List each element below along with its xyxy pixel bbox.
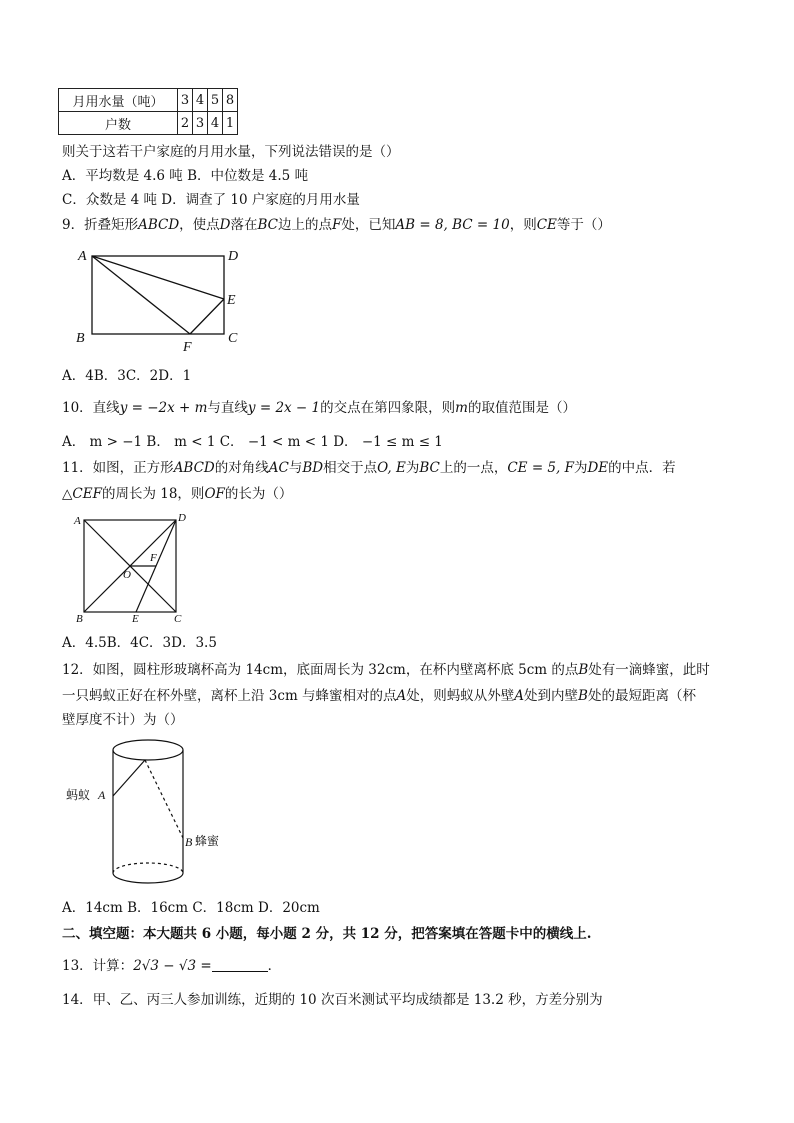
label-f: F (150, 552, 157, 564)
q9-options: A．4B．3C．2D．1 (62, 368, 192, 384)
label-c: C (174, 613, 182, 625)
math: ABCD (173, 460, 215, 476)
label-e: E (132, 613, 139, 625)
q14-stem: 14．甲、乙、丙三人参加训练，近期的 10 次百米测试平均成绩都是 13.2 秒，方差分别为 (62, 992, 603, 1008)
label-d: D (178, 512, 186, 524)
table-cell: 4 (208, 112, 223, 135)
text: 13．计算： (62, 958, 134, 974)
cylinder-bottom-front (113, 873, 183, 883)
q11-stem-line2 (62, 484, 292, 504)
q11-options: A．4.5B．4C．3D．3.5 (62, 635, 217, 651)
math: BC (419, 460, 440, 476)
text: 上的一点， (439, 460, 508, 476)
math: DE (587, 460, 609, 476)
text: ，使点 (179, 217, 220, 233)
path-rim-to-honey (145, 760, 183, 838)
label-ant: 蚂蚁 (66, 788, 91, 802)
table-row (59, 89, 238, 112)
label-d: D (228, 249, 239, 264)
text: 10．直线 (62, 400, 120, 416)
q8-options-ab: A．平均数是 4.6 吨 B．中位数是 4.5 吨 (62, 168, 309, 184)
math: m (455, 400, 468, 416)
text: 处的最短距离（杯 (587, 688, 696, 704)
path-ant-to-rim (113, 760, 145, 796)
math: CE (536, 217, 557, 233)
rectangle-abcd (92, 256, 224, 334)
math: O, E (377, 460, 406, 476)
text: 的交点在第四象限，则 (320, 400, 456, 416)
text: 与 (288, 460, 303, 476)
table-cell: 1 (223, 112, 238, 135)
math: A (514, 688, 525, 704)
text: 处到内壁 (524, 688, 579, 704)
segment-af (92, 256, 190, 334)
q12-cylinder-figure (60, 738, 260, 890)
text: 的取值范围是（） (467, 400, 576, 416)
text: 的中点．若 (608, 460, 676, 476)
cylinder-bottom-back (113, 863, 183, 873)
text: 的周长为 18，则 (101, 486, 205, 502)
text: 处，已知 (341, 217, 396, 233)
table-cell: 3 (193, 112, 208, 135)
table-cell: 3 (178, 89, 193, 112)
table-row-label: 户数 (59, 112, 178, 135)
q12-options: A．14cm B．16cm C．18cm D．20cm (62, 900, 320, 916)
q9-stem (62, 215, 611, 235)
math: CEF (72, 486, 102, 502)
text: 12．如图，圆柱形玻璃杯高为 14cm，底面周长为 32cm，在杯内壁离杯底 5cm 的点 (62, 662, 579, 678)
text: 等于（） (556, 217, 611, 233)
text: 的对角线 (214, 460, 269, 476)
label-a: A (98, 788, 106, 802)
table-header-label: 月用水量（吨） (59, 89, 178, 112)
math: y = 2x − 1 (247, 400, 321, 416)
label-honey: 蜂蜜 (195, 834, 220, 848)
label-f: F (183, 340, 192, 355)
q12-stem-line2 (62, 686, 696, 706)
q9-figure (70, 244, 250, 354)
q10-options: A． m > −1 B． m < 1 C． −1 < m < 1 D． −1 ≤ m ≤ 1 (62, 434, 443, 450)
answer-blank (212, 957, 268, 972)
label-b: B (76, 331, 85, 346)
q11-figure (72, 510, 202, 625)
table-cell: 4 (193, 89, 208, 112)
section2-heading: 二、填空题：本大题共 6 小题，每小题 2 分，共 12 分，把答案填在答题卡中的横线上. (62, 926, 592, 942)
label-a: A (78, 249, 87, 264)
text: 与直线 (207, 400, 248, 416)
text: 边上的点 (278, 217, 333, 233)
cylinder-top (113, 740, 183, 760)
math: AB = 8, BC = 10 (395, 217, 510, 233)
math: AC (268, 460, 289, 476)
q8-stem: 则关于这若干户家庭的月用水量，下列说法错误的是（） (62, 144, 400, 160)
math: y = −2x + m (119, 400, 208, 416)
math: F (332, 217, 342, 233)
table-row (59, 112, 238, 135)
math: B (578, 662, 589, 678)
math: A (396, 688, 407, 704)
q8-options-cd: C．众数是 4 吨 D．调查了 10 户家庭的月用水量 (62, 192, 360, 208)
text: 为 (573, 460, 588, 476)
q11-stem-line1 (62, 458, 676, 478)
text: 一只蚂蚁正好在杯外壁，离杯上沿 3cm 与蜂蜜相对的点 (62, 688, 397, 704)
label-a: A (74, 515, 81, 527)
text: 9．折叠矩形 (62, 217, 139, 233)
label-b: B (185, 835, 193, 849)
label-e: E (227, 293, 236, 308)
text: 为 (405, 460, 420, 476)
math: D (219, 217, 231, 233)
table-cell: 8 (223, 89, 238, 112)
q12-stem-line1 (62, 660, 710, 680)
table-cell: 2 (178, 112, 193, 135)
math: BD (302, 460, 324, 476)
q10-stem (62, 398, 576, 418)
text: △ (62, 486, 73, 502)
math: CE = 5, F (507, 460, 574, 476)
text: 落在 (230, 217, 258, 233)
math: 2√3 − √3 = (133, 958, 212, 974)
label-o: O (123, 569, 131, 581)
segment-fe (190, 299, 224, 334)
table-cell: 5 (208, 89, 223, 112)
text: 11．如图，正方形 (62, 460, 174, 476)
text: ． (267, 958, 282, 974)
text: 处有一滴蜂蜜，此时 (588, 662, 710, 678)
water-usage-table (58, 88, 238, 135)
label-b: B (76, 613, 83, 625)
text: 处，则蚂蚁从外壁 (406, 688, 515, 704)
label-c: C (228, 331, 238, 346)
text: 相交于点 (323, 460, 378, 476)
math: OF (204, 486, 225, 502)
segment-ae (92, 256, 224, 299)
q12-stem-line3: 壁厚度不计）为（） (62, 712, 184, 728)
text: ，则 (509, 217, 537, 233)
math: B (578, 688, 588, 704)
q13-stem (62, 956, 281, 976)
text: 的长为（） (224, 486, 293, 502)
math: ABCD (138, 217, 180, 233)
math: BC (257, 217, 279, 233)
